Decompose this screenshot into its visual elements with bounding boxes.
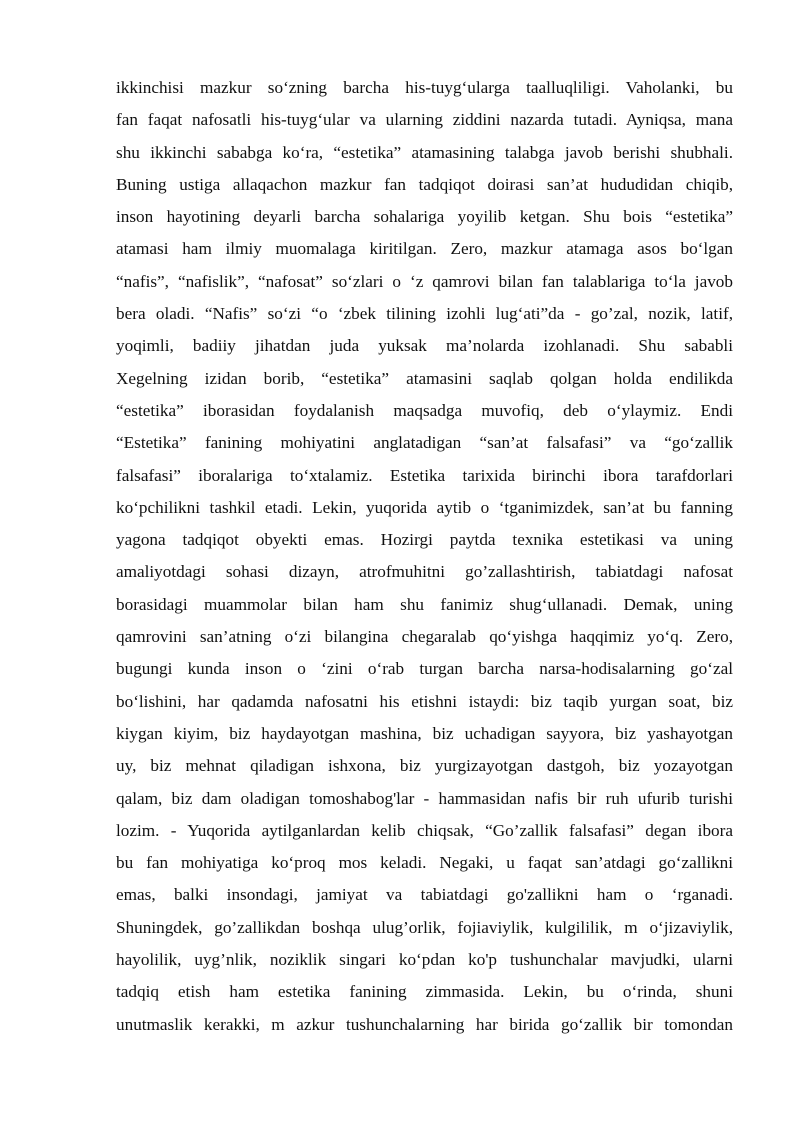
- text-line: borasidagi muammolar bilan ham shu fanimiz shug‘ullanadi. Demak, uning: [116, 594, 733, 614]
- text-line: ikkinchisi mazkur so‘zning barcha his-tuyg‘ularga taalluqliligi. Vaholanki, bu: [116, 78, 733, 97]
- text-line: “Estetika” fanining mohiyatini anglatadigan “san’at falsafasi” va “go‘zallik: [116, 433, 733, 453]
- text-line: ko‘pchilikni tashkil etadi. Lekin, yuqorida aytib o ‘tganimizdek, san’at bu fanning: [116, 497, 733, 517]
- text-line: yagona tadqiqot obyekti emas. Hozirgi paytda texnika estetikasi va uning: [116, 530, 733, 550]
- text-line: unutmaslik kerakki, m azkur tushunchalarning har birida go‘zallik bir tomondan: [116, 1014, 733, 1034]
- text-line: kiygan kiyim, biz haydayotgan mashina, biz uchadigan sayyora, biz yashayotgan: [116, 723, 733, 743]
- text-line: “nafis”, “nafislik”, “nafosat” so‘zlari o ‘z qamrovi bilan fan talablariga to‘la javob: [116, 271, 733, 291]
- text-line: uy, biz mehnat qiladigan ishxona, biz yurgizayotgan dastgoh, biz yozayotgan: [116, 756, 733, 776]
- text-line: atamasi ham ilmiy muomalaga kiritilgan. Zero, mazkur atamaga asos bo‘lgan: [116, 239, 733, 259]
- text-line: “estetika” iborasidan foydalanish maqsadga muvofiq, deb o‘ylaymiz. Endi: [116, 400, 733, 420]
- text-line: qalam, biz dam oladigan tomoshabog'lar - hammasidan nafis bir ruh ufurib turishi: [116, 788, 733, 808]
- body-text: [116, 72, 733, 1041]
- text-line: amaliyotdagi sohasi dizayn, atrofmuhitni go’zallashtirish, tabiatdagi nafosat: [116, 562, 733, 582]
- text-line: Buning ustiga allaqachon mazkur fan tadqiqot doirasi san’at hududidan chiqib,: [116, 174, 733, 194]
- text-line: inson hayotining deyarli barcha sohalariga yoyilib ketgan. Shu bois “estetika”: [116, 207, 733, 227]
- text-line: qamrovini san’atning o‘zi bilangina chegaralab qo‘yishga haqqimiz yo‘q. Zero,: [116, 627, 733, 647]
- text-line: Shuningdek, go’zallikdan boshqa ulug’orlik, fojiaviylik, kulgililik, m o‘jizaviylik,: [116, 917, 733, 937]
- text-line: bugungi kunda inson o ‘zini o‘rab turgan barcha narsa-hodisalarning go‘zal: [116, 659, 733, 679]
- text-line: lozim. - Yuqorida aytilganlardan kelib chiqsak, “Go’zallik falsafasi” degan ibora: [116, 820, 733, 840]
- text-line: bu fan mohiyatiga ko‘proq mos keladi. Negaki, u faqat san’atdagi go‘zallikni: [116, 853, 733, 873]
- text-line: fan faqat nafosatli his-tuyg‘ular va ularning ziddini nazarda tutadi. Ayniqsa, mana: [116, 110, 733, 130]
- text-line: shu ikkinchi sababga ko‘ra, “estetika” atamasining talabga javob berishi shubhali.: [116, 142, 733, 162]
- text-line: emas, balki insondagi, jamiyat va tabiatdagi go'zallikni ham o ‘rganadi.: [116, 885, 733, 905]
- text-line: yoqimli, badiiy jihatdan juda yuksak ma’nolarda izohlanadi. Shu sababli: [116, 336, 733, 356]
- text-line: tadqiq etish ham estetika fanining zimmasida. Lekin, bu o‘rinda, shuni: [116, 982, 733, 1002]
- text-line: Xegelning izidan borib, “estetika” atamasini saqlab qolgan holda endilikda: [116, 368, 733, 388]
- text-line: falsafasi” iboralariga to‘xtalamiz. Estetika tarixida birinchi ibora tarafdorlari: [116, 465, 733, 485]
- text-line: bo‘lishini, har qadamda nafosatni his etishni istaydi: biz taqib yurgan soat, biz: [116, 691, 733, 711]
- text-line: bera oladi. “Nafis” so‘zi “o ‘zbek tilining izohli lug‘ati”da - go’zal, nozik, latif,: [116, 304, 733, 324]
- text-line: hayolilik, uyg’nlik, noziklik singari ko‘pdan ko'p tushunchalar mavjudki, ularni: [116, 950, 733, 970]
